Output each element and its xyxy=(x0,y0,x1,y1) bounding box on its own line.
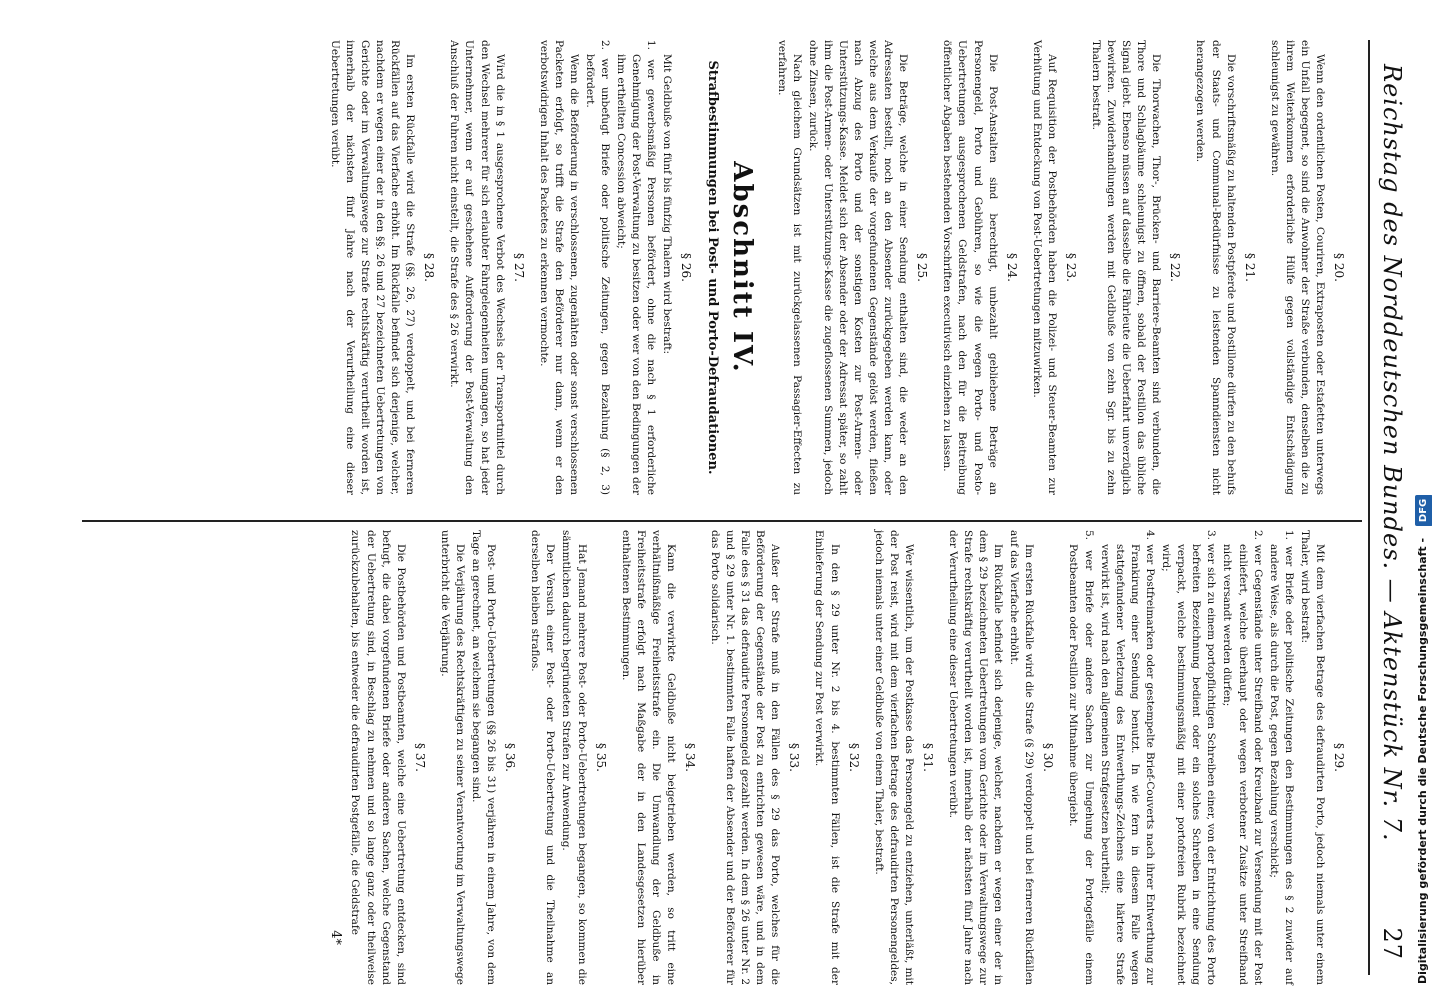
section-heading: § 30. xyxy=(1041,743,1056,772)
list-item: 2. wer unbefugt Briefe oder politische Zeitungen, gegen Bezahlung (§ 2, 3) befördert. xyxy=(584,40,612,495)
signature-mark: 4* xyxy=(328,930,344,945)
section-heading: § 25. xyxy=(915,253,930,282)
section-heading: § 22. xyxy=(1168,253,1183,282)
section-heading: § 36. xyxy=(503,743,518,772)
right-column xyxy=(328,530,1356,985)
section-heading: § 26. xyxy=(679,253,694,282)
section-heading: § 35. xyxy=(593,743,608,772)
paragraph: Die Post-Anstalten sind berechtigt, unbezahlt gebliebene Beträge an Personengeld, Porto und Gebühren, so wie die wegen Porto- und Posto-Uebertretungen ausgesprochenen Geldstrafen, nach den für die Beitreibung öffentlicher Abgaben bestehenden Vorschriften executivisch einziehen zu lassen. xyxy=(941,40,999,495)
page-header xyxy=(1368,40,1412,960)
paragraph: Mit Geldbuße von fünf bis fünfzig Thalern wird bestraft: xyxy=(661,54,674,355)
paragraph: Hat Jemand mehrere Post- oder Porto-Uebertretungen begangen, so kommen die sämmtlichen dadurch begründeten Strafen zur Anwendung. xyxy=(560,530,588,985)
paragraph: Wird die in § 1 ausgesprochene Verbot des Wechsels der Transportmittel durch den Wechsel mehrerer für sich erlaubter Fahrgelegenheiten umgangen, so hat jeder Unternehmer, wenn er auf geschehene Aufforderung der Post-Verwaltung den Anschluß der Fuhren nicht einstellt, die Strafe des § 26 verwirkt. xyxy=(448,40,506,495)
header-title: Reichstag des Norddeutschen Bundes. — Aktenstück Nr. 7. xyxy=(1378,64,1406,842)
paragraph: Post- und Porto-Uebertretungen (§§ 26 bis 31) verjähren in einem Jahre, von dem Tage an gerechnet, an welchem sie begangen sind. xyxy=(470,530,498,985)
paragraph: Die Verjährung des Rechtskräftigen zu seiner Verantwortung im Verwaltungswege unterbricht die Verjährung. xyxy=(438,530,466,985)
paragraph: Die vorschriftsmäßig zu haltenden Postpferde und Postillone dürfen zu den behufs der Staats- und Communal-Bedürfnisse zu leistenden Spanndiensten nicht herangezogen werden. xyxy=(1194,40,1237,495)
paragraph: Kann die verwirkte Geldbuße nicht beigetrieben werden, so tritt eine verhältnißmäßige Freiheitsstrafe ein. Die Umwandlung der Geldbuße in Freiheitsstrafe erfolgt nach Maßgabe der in den Landesgesetzen hierüber enthaltenen Bestimmungen. xyxy=(619,530,677,985)
digitization-credit xyxy=(1410,0,1432,1000)
paragraph: Wer wissentlich, um der Postkasse das Personengeld zu entziehen, unterläßt, mit der Post reist, wird mit dem vierfachen Betrage des defraudirten Personengeldes, jedoch niemals unter einer Geldbuße von einem Thaler, bestraft. xyxy=(872,530,915,985)
paragraph: Im ersten Rückfalle wird die Strafe (§§. 26, 27) verdoppelt, und bei ferneren Rückfällen auf das Vierfache erhöht. Im Rückfalle befindet sich derjenige, welcher, nachdem er wegen einer der in den §§. 26 und 27 bezeichneten Uebertretungen von Gerichte oder im Verwaltungswege zur Strafe rechtskräftig verurtheilt worden ist, innerhalb der nächsten fünf Jahre nach der Verurtheilung eine dieser Uebertretungen verübt. xyxy=(328,40,417,495)
list-item: 2. wer Gegenstände unter Streifband oder Kreuzband zur Versendung mit der Post einliefert, welche überhaupt oder wegen verbotener Zusätze unter Streifband nicht versandt werden dürfen; xyxy=(1221,530,1264,985)
section-heading: § 24. xyxy=(1004,253,1019,282)
list-item: 4. wer Postfreimarken oder gestempelte Brief-Couverts nach ihrer Entwerthung zur Frankirung einer Sendung benutzt. In wie fern in diesem Falle wegen stattgefundener Verletzung des Entwerthungs-Zeichens eine härtere Strafe verwirkt ist, wird nach den allgemeinen Strafgesetzen beurtheilt; xyxy=(1098,530,1156,985)
dfg-logo: DFG xyxy=(1415,495,1432,526)
page-number: 27 xyxy=(1378,927,1406,960)
list-item: 1. wer Briefe oder politische Zeitungen den Bestimmungen des § 2 zuwider auf andere Weise, als durch die Post, gegen Bezahlung verschickt; xyxy=(1267,530,1295,985)
list-item: 1. wer gewerbsmäßig Personen befördert, ohne die nach § 1 erforderliche Genehmigung der Post-Verwaltung zu besitzen oder wer von den Bedingungen der ihm ertheilten Concession abweicht; xyxy=(615,40,658,495)
paragraph: Wenn den ordentlichen Posten, Couriren, Extraposten oder Estafetten unterwegs ein Unfall begegnet, so sind die Anwohner der Straße verbunden, denselben die zu ihrem Weiterkommen erforderliche Hülfe gegen vollständige Entschädigung schleunigst zu gewähren. xyxy=(1268,40,1326,495)
section-heading: § 23. xyxy=(1063,253,1078,282)
section-heading: § 37. xyxy=(412,743,427,772)
chapter-title: Abschnitt IV. xyxy=(727,161,758,374)
section-heading: § 33. xyxy=(787,743,802,772)
column-divider xyxy=(82,520,1362,522)
credit-text: Digitalisierung gefördert durch die Deutsche Forschungsgemeinschaft - xyxy=(1416,537,1429,984)
paragraph: Mit dem vierfachen Betrage des defraudirten Porto, jedoch niemals unter einem Thaler, wird bestraft: xyxy=(1298,530,1326,985)
paragraph: Im Rückfalle befindet sich derjenige, welcher, nachdem er wegen einer der in dem § 29 bezeichneten Uebertretungen vom Gerichte oder im Verwaltungswege zur Strafe rechtskräftig verurtheilt worden ist, innerhalb der nächsten fünf Jahre nach der Verurtheilung eine dieser Uebertretungen verübt. xyxy=(946,530,1005,985)
list-item: 5. wer Briefe oder andere Sachen zur Umgehung der Portogefälle einem Postbeamten oder Postillon zur Mitnahme übergiebt. xyxy=(1067,530,1095,985)
paragraph: Wenn die Beförderung in verschlossenen, zugenähten oder sonst verschlossenen Packeten erfolgt, so trifft die Strafe den Beförderer nur dann, wenn er den verbotswidrigen Inhalt des Packetes zu erkennen vermochte. xyxy=(537,40,580,495)
credit-text-wrapper xyxy=(1414,24,1432,984)
paragraph: Die Postbehörden und Postbeamten, welche eine Uebertretung entdecken, sind befugt, die dabei vorgefundenen Briefe oder anderen Sachen, welche Gegenstand der Uebertretung sind, in Beschlag zu nehmen und so lange ganz oder theilweise zurückzubehalten, bis entweder die defraudirten Postgefälle, die Geldstrafe xyxy=(349,530,407,985)
section-heading: § 31. xyxy=(920,743,935,772)
section-heading: § 34. xyxy=(682,743,697,772)
section-heading: § 29. xyxy=(1332,743,1346,772)
section-heading: § 20. xyxy=(1332,253,1346,282)
chapter-subtitle: Strafbestimmungen bei Post- und Porto-Defraudationen. xyxy=(705,60,721,475)
section-heading: § 21. xyxy=(1242,253,1257,282)
paragraph: Auf Requisition der Postbehörden haben die Polizei- und Steuer-Beamten zur Verhütung und Entdeckung von Post-Uebertretungen mitzuwirken. xyxy=(1030,40,1058,495)
left-column xyxy=(326,40,1356,495)
list-item: 3. wer sich zu einem portopflichtigen Schreiben einer, von der Entrichtung des Porto befreiten Bezeichnung bedient oder ein solches Schreiben in eine Sendung verpackt, welche bestimmungsmäßig mit einer portofreien Rubrik bezeichnet wird; xyxy=(1160,530,1218,985)
paragraph: Die Thorwachen, Thor-, Brücken- und Barriere-Beamten sind verbunden, die Thore und Schlagbäume schleunigst zu öffnen, sobald der Postillon das übliche Signal giebt. Ebenso müssen auf dasselbe die Fährleute die Ueberfahrt unverzüglich bewirken. Zuwiderhandlungen werden mit Geldbuße von zehn Sgr. bis zu zehn Thalern bestraft. xyxy=(1089,40,1163,495)
paragraph: Die Beträge, welche in einer Sendung enthalten sind, die weder an den Adressaten bestellt, noch an den Absender zurückgegeben werden kann, oder welche aus dem Verkaufe der vorgefundenen Gegenstände gelöst werden, fließen nach Abzug des Porto und der sonstigen Kosten zur Post-Armen- oder Unterstützungs-Kasse. Meldet sich der Absender oder der Adressat später, so zahlt ihm die Post-Armen- oder Unterstützungs-Kasse die zugeflossenen Summen, jedoch ohne Zinsen, zurück. xyxy=(806,40,910,495)
section-heading: § 28. xyxy=(422,253,437,282)
paragraph: Der Versuch einer Post- oder Porto-Uebertretung und die Theilnahme an derselben bleiben straflos. xyxy=(529,530,557,985)
paragraph: Außer der Strafe muß in den Fällen des § 29 das Porto, welches für die Beförderung der Gegenstände der Post zu entrichten gewesen wäre, und in dem Falle des § 31 das defraudirte Personengeld gezahlt werden. In dem § 26 unter Nr. 2 und § 29 unter Nr. 1. bestimmten Falle haften der Absender und der Beförderer für das Porto solidarisch. xyxy=(709,530,782,985)
paragraph: Nach gleichem Grundsätzen ist mit zurückgelassenen Passagier-Effecten zu verfahren. xyxy=(775,40,803,495)
header-rule xyxy=(1368,40,1370,975)
paragraph: Im ersten Rückfalle wird die Strafe (§ 29) verdoppelt und bei ferneren Rückfällen auf das Vierfache erhöht. xyxy=(1008,530,1036,985)
section-heading: § 27. xyxy=(511,253,526,282)
section-heading: § 32. xyxy=(846,743,861,772)
paragraph: In den § 29 unter Nr. 2 bis 4. bestimmten Fällen, ist die Strafe mit der Einlieferung der Sendung zur Post verwirkt. xyxy=(813,530,841,985)
